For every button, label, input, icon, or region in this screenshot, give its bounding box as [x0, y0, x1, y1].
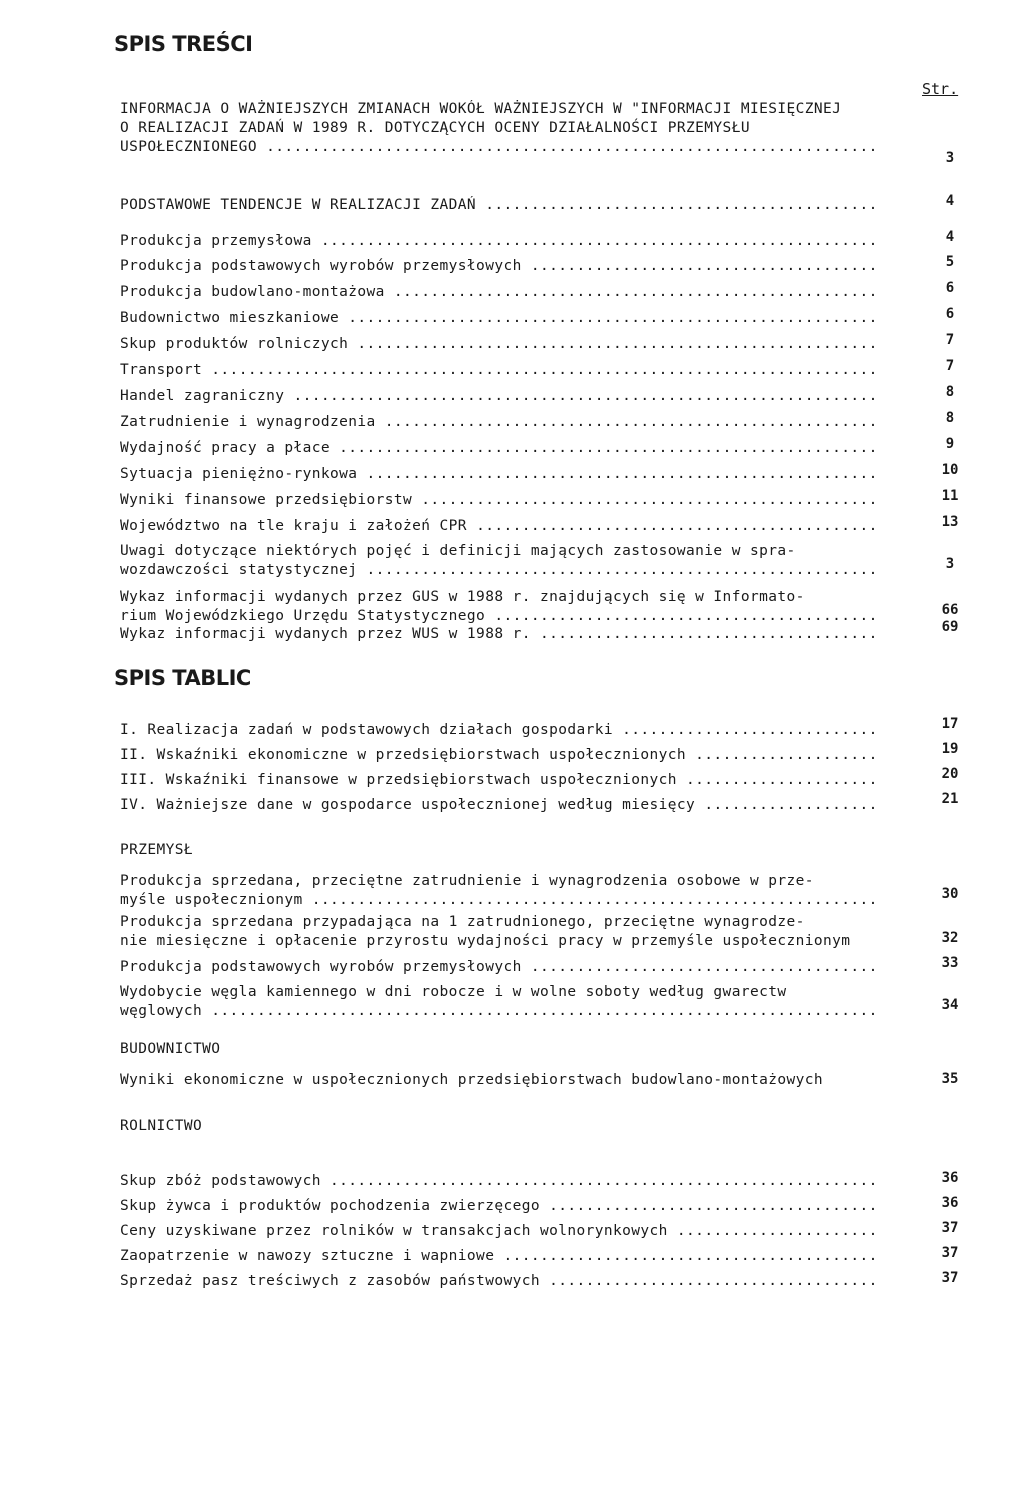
toc-entry-line: USPOŁECZNIONEGO: [120, 139, 257, 155]
toc-entry: [120, 439, 880, 458]
tables-page-number: 37: [941, 1245, 959, 1261]
tables-entry-text: Skup żywca i produktów pochodzenia zwierzęcego: [120, 1198, 540, 1214]
tables-page-number: 35: [941, 1071, 959, 1087]
toc-title: SPIS TREŚCI: [114, 32, 253, 56]
toc-entry: [120, 196, 880, 215]
tables-entry: [120, 796, 880, 815]
toc-entry-text: Produkcja przemysłowa: [120, 233, 312, 249]
toc-entry: [120, 491, 880, 510]
tables-page-number: 19: [941, 741, 959, 757]
tables-entry: [120, 1172, 880, 1191]
toc-entry: [120, 283, 880, 302]
tables-entry-text: Produkcja podstawowych wyrobów przemysłowych: [120, 959, 522, 975]
tables-entry-text: Zaopatrzenie w nawozy sztuczne i wapniowe: [120, 1248, 495, 1264]
tables-entry-line: węglowych: [120, 1003, 203, 1019]
tables-page-number: 32: [941, 930, 959, 946]
toc-entry-text: Handel zagraniczny: [120, 388, 285, 404]
toc-entry-text: Transport: [120, 362, 203, 378]
tables-entry: [120, 771, 880, 790]
toc-page-number: 69: [941, 619, 959, 635]
toc-page-number: 5: [945, 254, 955, 270]
tables-page-number: 36: [941, 1170, 959, 1186]
toc-entry-text: Zatrudnienie i wynagrodzenia: [120, 414, 376, 430]
toc-page-number: 6: [945, 306, 955, 322]
toc-page-number: 7: [945, 332, 955, 348]
tables-entry: [120, 958, 880, 977]
toc-entry-line: Wykaz informacji wydanych przez GUS w 1988 r. znajdujących się w Informato-: [120, 589, 805, 605]
toc-entry-text: Budownictwo mieszkaniowe: [120, 310, 340, 326]
tables-entry: [120, 1272, 880, 1291]
toc-page-number: 3: [945, 556, 955, 572]
tables-title: SPIS TABLIC: [114, 666, 251, 690]
tables-page-number: 37: [941, 1270, 959, 1286]
toc-entry: [120, 100, 880, 157]
tables-entry-line: Wydobycie węgla kamiennego w dni robocze i w wolne soboty według gwarectw: [120, 984, 787, 1000]
toc-page-number: 7: [945, 358, 955, 374]
toc-entry: [120, 517, 880, 536]
toc-entry: [120, 542, 880, 580]
tables-entry: [120, 721, 880, 740]
section-title-construction: BUDOWNICTWO: [120, 1041, 221, 1057]
toc-page-number: 13: [941, 514, 959, 530]
toc-entry-text: Produkcja podstawowych wyrobów przemysłowych: [120, 258, 522, 274]
tables-entry: [120, 983, 880, 1021]
tables-page-number: 33: [941, 955, 959, 971]
tables-page-number: 21: [941, 791, 959, 807]
toc-entry-line: Uwagi dotyczące niektórych pojęć i definicji mających zastosowanie w spra-: [120, 543, 796, 559]
tables-entry-text: I. Realizacja zadań w podstawowych działach gospodarki: [120, 722, 614, 738]
tables-entry: [120, 1197, 880, 1216]
tables-page-number: 37: [941, 1220, 959, 1236]
page-column-header: Str.: [922, 80, 959, 98]
tables-entry-text: Sprzedaż pasz treściwych z zasobów państwowych: [120, 1273, 540, 1289]
toc-entry-line: rium Wojewódzkiego Urzędu Statystycznego: [120, 608, 486, 624]
tables-entry: [120, 1222, 880, 1241]
section-title-agriculture: ROLNICTWO: [120, 1118, 203, 1134]
tables-entry: [120, 1247, 880, 1266]
toc-entry-text: Skup produktów rolniczych: [120, 336, 349, 352]
toc-entry-text: Województwo na tle kraju i założeń CPR: [120, 518, 467, 534]
toc-entry-text: Produkcja budowlano-montażowa: [120, 284, 385, 300]
toc-page-number: 10: [941, 462, 959, 478]
tables-entry: [120, 746, 880, 765]
tables-entry-text: Ceny uzyskiwane przez rolników w transakcjach wolnorynkowych: [120, 1223, 668, 1239]
tables-page-number: 20: [941, 766, 959, 782]
toc-page-number: 8: [945, 410, 955, 426]
toc-entry-text: Wyniki finansowe przedsiębiorstw: [120, 492, 413, 508]
toc-page-number: 3: [945, 150, 955, 166]
toc-page-number: 66: [941, 602, 959, 618]
tables-entry: [120, 1071, 880, 1090]
toc-entry: [120, 625, 880, 644]
tables-entry-text: IV. Ważniejsze dane w gospodarce uspołecznionej według miesięcy: [120, 797, 696, 813]
toc-entry: [120, 232, 880, 251]
toc-page-number: 8: [945, 384, 955, 400]
tables-entry: [120, 872, 880, 910]
toc-entry: [120, 361, 880, 380]
tables-entry-text: Wyniki ekonomiczne w uspołecznionych przedsiębiorstwach budowlano-montażowych: [120, 1072, 823, 1088]
toc-entry-text: PODSTAWOWE TENDENCJE W REALIZACJI ZADAŃ: [120, 197, 477, 213]
toc-entry: [120, 465, 880, 484]
tables-entry-line: nie miesięczne i opłacenie przyrostu wydajności pracy w przemyśle uspołecznionym: [120, 933, 851, 949]
toc-entry: [120, 257, 880, 276]
tables-page-number: 36: [941, 1195, 959, 1211]
toc-entry: [120, 387, 880, 406]
tables-page-number: 30: [941, 886, 959, 902]
toc-entry-text: Sytuacja pieniężno-rynkowa: [120, 466, 358, 482]
toc-page-number: 11: [941, 488, 959, 504]
toc-entry-line: wozdawczości statystycznej: [120, 562, 358, 578]
toc-entry-text: Wykaz informacji wydanych przez WUS w 1988 r.: [120, 626, 531, 642]
toc-page-number: 4: [945, 193, 955, 209]
tables-entry-text: III. Wskaźniki finansowe w przedsiębiorstwach uspołecznionych: [120, 772, 677, 788]
tables-entry-text: Skup zbóż podstawowych: [120, 1173, 321, 1189]
toc-entry-text: Wydajność pracy a płace: [120, 440, 330, 456]
tables-entry-line: Produkcja sprzedana przypadająca na 1 zatrudnionego, przeciętne wynagrodze-: [120, 914, 805, 930]
toc-page-number: 6: [945, 280, 955, 296]
tables-entry-text: II. Wskaźniki ekonomiczne w przedsiębiorstwach uspołecznionych: [120, 747, 687, 763]
tables-entry-line: Produkcja sprzedana, przeciętne zatrudnienie i wynagrodzenia osobowe w prze-: [120, 873, 814, 889]
toc-page-number: 9: [945, 436, 955, 452]
tables-entry: [120, 913, 880, 951]
tables-page-number: 17: [941, 716, 959, 732]
toc-entry: [120, 309, 880, 328]
toc-entry: [120, 588, 880, 626]
toc-page-number: 4: [945, 229, 955, 245]
toc-entry: [120, 413, 880, 432]
toc-entry: [120, 335, 880, 354]
tables-entry-line: myśle uspołecznionym: [120, 892, 303, 908]
toc-entry-line: O REALIZACJI ZADAŃ W 1989 R. DOTYCZĄCYCH OCENY DZIAŁALNOŚCI PRZEMYSŁU: [120, 120, 750, 136]
section-title-industry: PRZEMYSŁ: [120, 842, 194, 858]
tables-page-number: 34: [941, 997, 959, 1013]
toc-entry-line: INFORMACJA O WAŻNIEJSZYCH ZMIANACH WOKÓŁ WAŻNIEJSZYCH W "INFORMACJI MIESIĘCZNEJ: [120, 101, 842, 117]
